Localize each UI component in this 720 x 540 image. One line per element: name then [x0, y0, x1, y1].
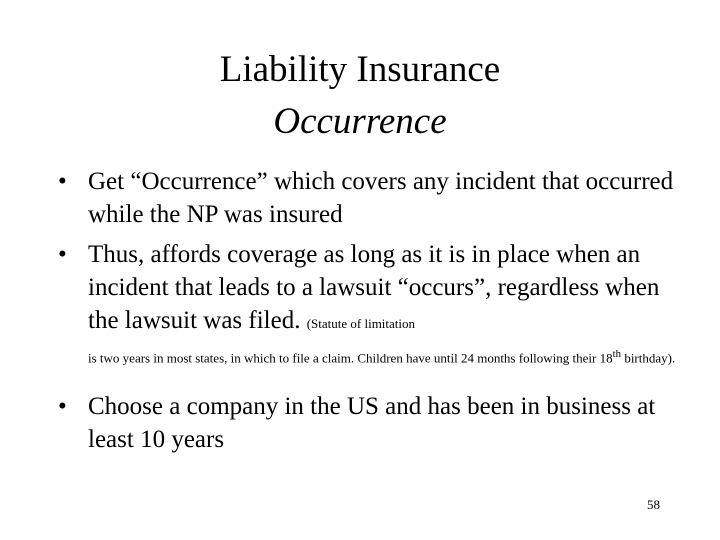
statute-note-text-end: birthday).: [621, 350, 676, 366]
bullet-dot-icon: •: [58, 168, 67, 195]
ordinal-suffix: th: [612, 348, 622, 360]
statute-note: [88, 346, 676, 366]
page-number: 58: [647, 497, 660, 512]
statute-note-inline: (Statute of limitation: [306, 316, 416, 331]
slide-subtitle: Occurrence: [273, 101, 447, 142]
bullet-item-coverage: [56, 238, 676, 366]
statute-note-text: is two years in most states, in which to file a claim. Children have until 24 months following their 18: [88, 350, 613, 366]
bullet-text: Thus, affords coverage as long as it is in place when an incident that leads to a lawsuit “occurs”, regardless when the lawsuit was filed.: [88, 241, 660, 334]
bullet-dot-icon: •: [58, 241, 67, 268]
bullet-text: Choose a company in the US and has been in business at least 10 years: [88, 393, 656, 454]
bullet-text: Get “Occurrence” which covers any incident that occurred while the NP was insured: [88, 168, 674, 228]
bullet-dot-icon: •: [58, 393, 67, 421]
bullet-item-occurrence: [56, 165, 676, 231]
bullet-list: [56, 165, 676, 456]
slide-title: Liability Insurance: [219, 49, 501, 90]
bullet-item-company: [56, 390, 676, 456]
